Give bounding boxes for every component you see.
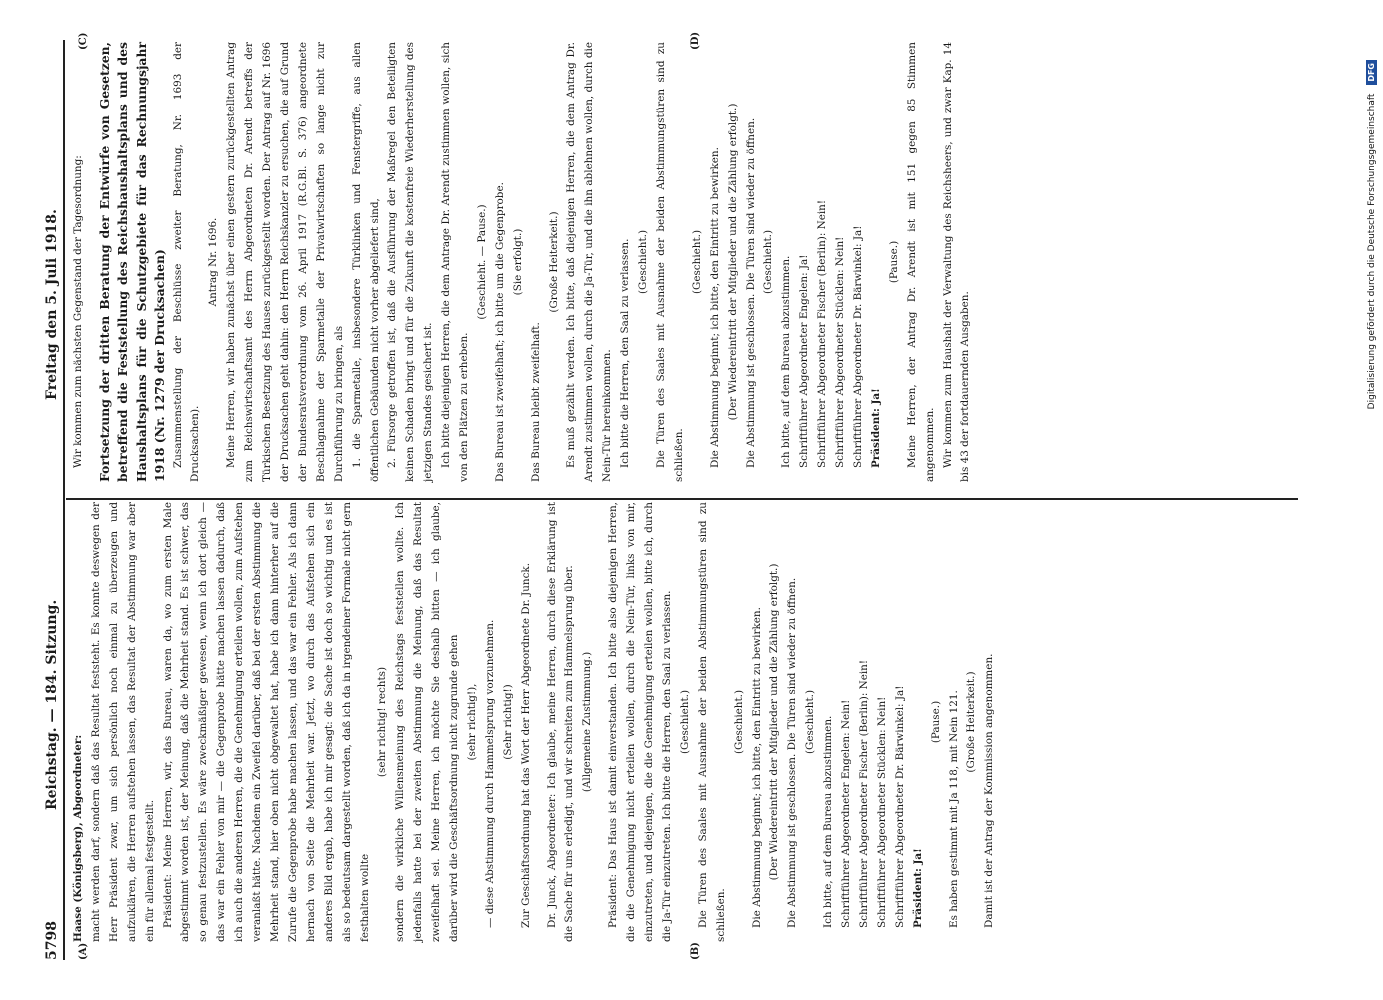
paragraph: Die Türen des Saales mit Ausnahme der beiden Abstimmungstüren sind zu schließen. [696, 502, 727, 942]
interjection: (Geschieht.) [762, 229, 775, 295]
interjection: (Pause.) [929, 700, 942, 744]
interjection: (Der Wiedereintritt der Mitglieder und die Zählung erfolgt.) [768, 563, 781, 881]
paragraph: Dr. Junck, Abgeordneter: Ich glaube, meine Herren, durch diese Erklärung ist die Sache für uns erledigt, und wir schreiten zum Hammelsprung über. [545, 502, 576, 942]
paragraph: Es muß gezählt werden. Ich bitte, daß diejenigen Herren, die dem Antrag Dr. Arendt zustimmen wollen, durch die Ja-Tür, und die ihn ablehnen wollen, durch die Nein-Tür hereinkommen. [565, 42, 614, 482]
paragraph: Damit ist der Antrag der Kommission angenommen. [983, 653, 996, 928]
session-date: Freitag den 5. Juli 1918. [44, 209, 60, 400]
interjection: (Geschieht.) [690, 229, 703, 295]
paragraph: Die Abstimmung ist geschlossen. Die Türen sind wieder zu öffnen. [744, 117, 757, 468]
interjection: (sehr richtig! rechts) [376, 666, 389, 778]
paragraph: sondern die wirkliche Willensmeinung des Reichstags feststellen wollte. Ich jedenfalls hatte bei der zweiten Abstimmung die Meinung, daß das Resultat zweifelhaft sei. Meine Herren, ich möchte Sie deshalb bitten — ich glaube, darüber wird die Geschäftsordnung nicht zugrunde gehen [394, 502, 461, 942]
paragraph: macht werden darf, sondern daß das Resultat feststeht. Es konnte deswegen der Herr Präsident zwar, um sich persönlich noch einmal zu überzeugen und aufzuklären, die Herren aufstehen lassen, das Resultat der Abstimmung war aber ein für allemal festgestellt. [89, 502, 156, 942]
header-rule [63, 40, 65, 960]
paragraph: Das Bureau bleibt zweifelhaft. [529, 322, 542, 482]
page-header [42, 40, 62, 960]
vote-line: Schriftführer Abgeordneter Stücklen: Nein! [875, 696, 888, 928]
column-divider [66, 498, 1298, 500]
vote-line: Schriftführer Abgeordneter Dr. Bärwinkel: Ja! [893, 685, 906, 928]
paragraph: Meine Herren, der Antrag Dr. Arendt ist mit 151 gegen 85 Stimmen angenommen. [905, 42, 936, 482]
interjection: (Geschieht.) [732, 689, 745, 755]
interjection: (Geschieht. — Pause.) [475, 204, 488, 320]
margin-letter-b: (B) [690, 942, 701, 960]
interjection: (Geschieht.) [637, 229, 650, 295]
paragraph: Ich bitte diejenigen Herren, die dem Antrage Dr. Arendt zustimmen wollen, sich von den Plätzen zu erheben. [440, 42, 471, 482]
paragraph: Präsident: Das Haus ist damit einverstanden. Ich bitte also diejenigen Herren, die die Genehmigung nicht erteilen wollen, durch die Nein-Tür, links von mir, einzutreten, und diejenigen, die die Genehmigung erteilen wollen, bitte ich, durch die Ja-Tür einzutreten. Ich bitte die Herren, den Saal zu verlassen. [607, 502, 673, 942]
session-title: Reichstag. — 184. Sitzung. [44, 599, 60, 810]
paragraph: Das Bureau ist zweifelhaft; ich bitte um die Gegenprobe. [493, 182, 506, 482]
paragraph: Meine Herren, wir haben zunächst über einen gestern zurückgestellten Antrag zum Reichswirtschaftsamt des Herrn Abgeordneten Dr. Arendt betreffs der Türkischen Besetzung des Hauses zurückgestellt worden. Der Antrag auf Nr. 1696 der Drucksachen geht dahin: den Herrn Reichskanzler zu ersuchen, die auf Grund der Bundesratsverordnung vom 26. April 1917 (R.G.Bl. S. 376) angeordnete Beschlagnahme der Sparmetalle der Privatwirtschaften so lange nicht zur Durchführung zu bringen, als [225, 42, 345, 482]
paragraph: Die Abstimmung beginnt; ich bitte, den Eintritt zu bewirken. [750, 607, 763, 928]
interjection: (Allgemeine Zustimmung.) [581, 651, 594, 793]
interjection: (Geschieht.) [678, 689, 691, 755]
vote-line: Schriftführer Abgeordneter Engelen: Ja! [798, 254, 811, 468]
vote-line: Präsident: Ja! [911, 848, 924, 928]
margin-letter-c: (C) [78, 32, 89, 50]
list-item: 2. Fürsorge getroffen ist, daß die Ausführung der Maßregel den Beteiligten keinen Schaden bringt und für die Zukunft die kostenfreie Wiederherstellung des jetzigen Standes gesichert ist. [386, 42, 435, 482]
paragraph: Die Abstimmung ist geschlossen. Die Türen sind wieder zu öffnen. [786, 577, 799, 928]
interjection: (Der Wiedereintritt der Mitglieder und die Zählung erfolgt.) [726, 103, 739, 421]
paragraph: Antrag Nr. 1696. [207, 217, 220, 307]
paragraph: Zusammenstellung der Beschlüsse zweiter Beratung, Nr. 1693 der Drucksachen). [171, 42, 202, 482]
vote-line: Schriftführer Abgeordneter Fischer (Berlin): Nein! [857, 659, 870, 928]
right-column [70, 42, 975, 482]
margin-letter-d: (D) [690, 31, 701, 50]
vote-line: Schriftführer Abgeordneter Fischer (Berlin): Nein! [816, 199, 829, 468]
vote-line: Präsident: Ja! [869, 388, 882, 468]
vote-line: Schriftführer Abgeordneter Stücklen: Nein! [834, 236, 847, 468]
interjection: (Große Heiterkeit.) [547, 211, 560, 313]
paragraph: Ich bitte, auf dem Bureau abzustimmen. [780, 255, 793, 468]
paragraph: Die Türen des Saales mit Ausnahme der beiden Abstimmungstüren sind zu schließen. [655, 42, 685, 482]
interjection: (Sehr richtig!) [501, 684, 514, 760]
paragraph: Es haben gestimmt mit Ja 118, mit Nein 121. [947, 690, 960, 928]
page-number: 5798 [44, 921, 60, 960]
vote-line: Schriftführer Abgeordneter Dr. Bärwinkel: Ja! [851, 225, 864, 468]
interjection: (sehr richtig!), [465, 683, 478, 761]
paragraph: Wir kommen zum Haushalt der Verwaltung des Reichsheers, und zwar Kap. 14 bis 43 der fortdauernden Ausgaben. [941, 42, 972, 482]
paragraph: Ich bitte die Herren, den Saal zu verlassen. [619, 238, 632, 468]
credit-text: Digitalisierung gefördert durch die Deutsche Forschungsgemeinschaft [1367, 93, 1377, 410]
digitization-credit [1366, 60, 1378, 940]
margin-letter-a: (A) [78, 942, 89, 960]
interjection: (Geschieht.) [804, 689, 817, 755]
paragraph: — diese Abstimmung durch Hammelsprung vorzunehmen. [483, 619, 496, 928]
speaker-header: Haase (Königsberg), Abgeordneter: [72, 734, 84, 942]
paragraph: Ich bitte, auf dem Bureau abzustimmen. [822, 715, 835, 928]
interjection: (Sie erfolgt.) [511, 228, 524, 296]
agenda-heading: Fortsetzung der dritten Beratung der Entwürfe von Gesetzen, betreffend die Feststellung des Reichshaushaltsplans und des Haushaltsplans für die Schutzgebiete für das Rechnungsjahr 1918 (Nr. 1279 der Drucksachen) [96, 42, 168, 482]
paragraph: Wir kommen zum nächsten Gegenstand der Tagesordnung: [72, 155, 84, 468]
list-item: 1. die Sparmetalle, insbesondere Türklinken und Fenstergriffe, aus allen öffentlichen Gebäunden nicht vorher abgeliefert sind, [350, 42, 381, 482]
vote-line: Schriftführer Abgeordneter Engelen: Nein! [840, 699, 853, 928]
left-column [70, 502, 999, 942]
dfg-logo: DFG [1366, 60, 1377, 85]
interjection: (Große Heiterkeit.) [965, 671, 978, 773]
paragraph: Präsident: Meine Herren, wir, das Bureau, waren da, wo zum ersten Male abgestimmt worden ist, der Meinung, daß die Mehrheit stand. Es ist schwer, das so genau festzustellen. Es wäre zweckmäßiger gewesen, wenn ich dort gleich — das war ein Fehler von mir — die Gegenprobe hätte machen lassen dadurch, daß ich auch die anderen Herren, die die Genehmigung erteilen wollen, zum Aufstehen veranlaßt hätte. Nachdem ein Zweifel darüber, daß bei der ersten Abstimmung die Mehrheit stand, hier oben nicht obgewaltet hat, habe ich dann hinterher auf die Zurufe die Gegenprobe habe machen lassen, und das war ein Fehler. Als ich dann hernach von Seite die Mehrheit war. Jetzt, wo durch das Aufstehen sich ein anderes Bild ergab, habe ich mir gesagt: die Sache ist doch so wichtig und es ist als so bedeutsam dargestellt worden, daß ich da in irgendeiner Formale nicht gern festhalten wollte [161, 502, 371, 942]
paragraph: Zur Geschäftsordnung hat das Wort der Herr Abgeordnete Dr. Junck. [519, 563, 532, 928]
paragraph: Die Abstimmung beginnt; ich bitte, den Eintritt zu bewirken. [708, 147, 721, 468]
interjection: (Pause.) [887, 240, 900, 284]
